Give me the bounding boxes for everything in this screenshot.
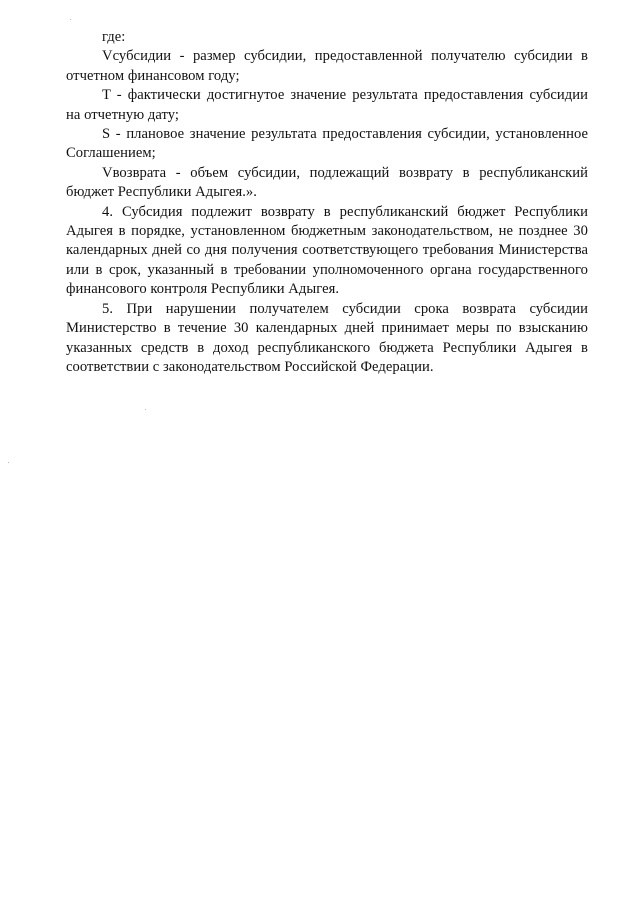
paragraph-clause-5: 5. При нарушении получателем субсидии срока возврата субсидии Министерство в течение 30 календарных дней принимает меры по взысканию указанных средств в доход республиканского бюджета Республики Адыгея в соответствии с законодательством Российской Федерации. [66,300,588,375]
paragraph-v-return: Vвозврата - объем субсидии, подлежащий возврату в республиканский бюджет Республики Адыгея.». [66,164,588,201]
paragraph-s-planned: S - плановое значение результата предоставления субсидии, установленное Соглашением; [66,126,588,162]
paragraph-clause-4: 4. Субсидия подлежит возврату в республиканский бюджет Республики Адыгея в порядке, установленном бюджетным законодательством, не позднее 30 календарных дней со дня получения соответствующего требования Министерства или в срок, указанный в требовании уполномоченного органа государственного финансового контроля Республики Адыгея. [66,203,588,298]
scan-speck [70,19,71,20]
paragraph-v-subsidy: Vсубсидии - размер субсидии, предоставленной получателю субсидии в отчетном финансовом году; [66,48,588,84]
document-body [66,28,588,377]
paragraph-t-actual: T - фактически достигнутое значение результата предоставления субсидии на отчетную дату; [66,87,588,123]
paragraph-where: где: [102,29,126,45]
scan-speck [145,409,146,410]
scan-speck [8,462,9,463]
